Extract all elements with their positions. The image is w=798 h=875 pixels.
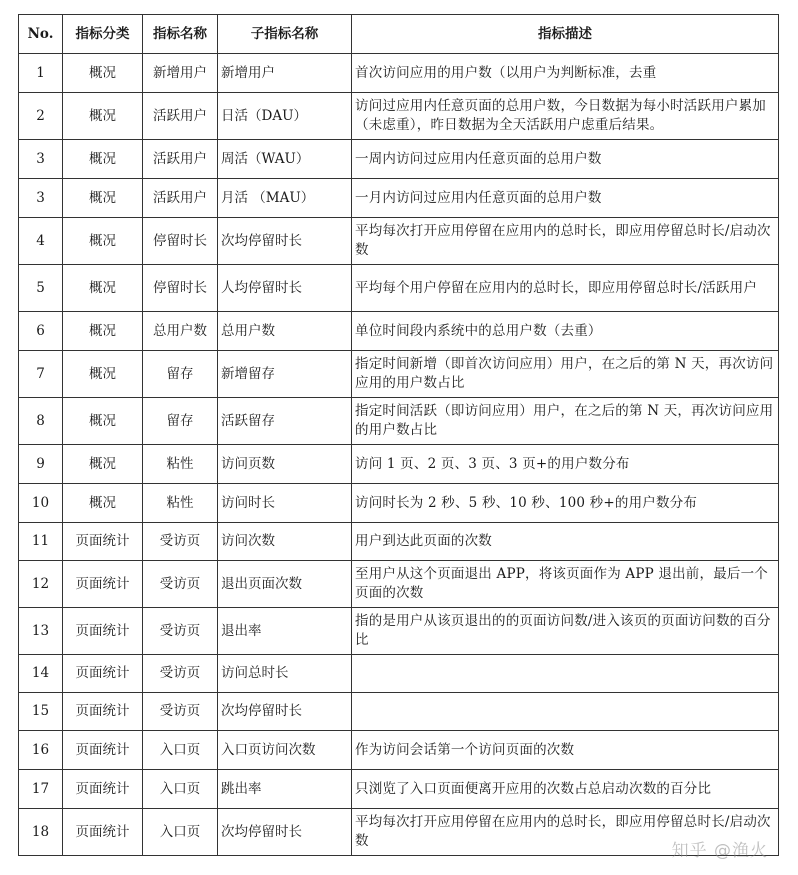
cell-category: 页面统计 (63, 731, 143, 770)
cell-no: 17 (19, 770, 63, 809)
cell-no: 16 (19, 731, 63, 770)
cell-name: 受访页 (143, 561, 218, 608)
cell-category: 概况 (63, 54, 143, 93)
cell-category: 页面统计 (63, 693, 143, 731)
cell-sub-name: 人均停留时长 (218, 265, 352, 312)
header-sub-name: 子指标名称 (218, 15, 352, 54)
cell-no: 15 (19, 693, 63, 731)
cell-description: 至用户从这个页面退出 APP，将该页面作为 APP 退出前，最后一个页面的次数 (352, 561, 779, 608)
cell-sub-name: 次均停留时长 (218, 218, 352, 265)
cell-sub-name: 访问次数 (218, 523, 352, 561)
cell-category: 概况 (63, 484, 143, 523)
cell-sub-name: 退出率 (218, 608, 352, 655)
cell-sub-name: 新增留存 (218, 351, 352, 398)
cell-name: 受访页 (143, 693, 218, 731)
table-row (19, 312, 779, 351)
table-row (19, 265, 779, 312)
cell-category: 页面统计 (63, 655, 143, 693)
cell-no: 1 (19, 54, 63, 93)
cell-description: 指定时间活跃（即访问应用）用户，在之后的第 N 天，再次访问应用的用户数占比 (352, 398, 779, 445)
cell-sub-name: 周活（WAU） (218, 140, 352, 179)
table-row (19, 655, 779, 693)
cell-sub-name: 退出页面次数 (218, 561, 352, 608)
metrics-table (18, 14, 779, 856)
cell-name: 留存 (143, 351, 218, 398)
header-no: No. (19, 15, 63, 54)
table-row (19, 770, 779, 809)
cell-description (352, 693, 779, 731)
cell-no: 12 (19, 561, 63, 608)
cell-name: 活跃用户 (143, 140, 218, 179)
table-row (19, 218, 779, 265)
cell-category: 页面统计 (63, 523, 143, 561)
cell-sub-name: 访问时长 (218, 484, 352, 523)
cell-description: 用户到达此页面的次数 (352, 523, 779, 561)
header-category: 指标分类 (63, 15, 143, 54)
table-body (19, 54, 779, 856)
cell-no: 3 (19, 140, 63, 179)
table-row (19, 445, 779, 484)
cell-no: 2 (19, 93, 63, 140)
cell-category: 页面统计 (63, 770, 143, 809)
cell-description: 访问时长为 2 秒、5 秒、10 秒、100 秒+的用户数分布 (352, 484, 779, 523)
table-row (19, 351, 779, 398)
cell-name: 粘性 (143, 484, 218, 523)
cell-description: 作为访问会话第一个访问页面的次数 (352, 731, 779, 770)
cell-description: 单位时间段内系统中的总用户数（去重） (352, 312, 779, 351)
cell-category: 概况 (63, 398, 143, 445)
cell-sub-name: 活跃留存 (218, 398, 352, 445)
cell-sub-name: 新增用户 (218, 54, 352, 93)
cell-description: 访问过应用内任意页面的总用户数，今日数据为每小时活跃用户累加（未虑重），昨日数据为全天活跃用户虑重后结果。 (352, 93, 779, 140)
cell-description: 只浏览了入口页面便离开应用的次数占总启动次数的百分比 (352, 770, 779, 809)
cell-name: 留存 (143, 398, 218, 445)
cell-description: 一周内访问过应用内任意页面的总用户数 (352, 140, 779, 179)
cell-name: 新增用户 (143, 54, 218, 93)
cell-no: 14 (19, 655, 63, 693)
cell-no: 13 (19, 608, 63, 655)
cell-sub-name: 访问页数 (218, 445, 352, 484)
cell-no: 7 (19, 351, 63, 398)
cell-category: 概况 (63, 218, 143, 265)
table-row (19, 398, 779, 445)
cell-name: 入口页 (143, 809, 218, 856)
table-row (19, 731, 779, 770)
cell-name: 活跃用户 (143, 179, 218, 218)
cell-sub-name: 日活（DAU） (218, 93, 352, 140)
watermark: 知乎 @渔火 (671, 841, 768, 861)
table-row (19, 809, 779, 856)
cell-sub-name: 月活 （MAU） (218, 179, 352, 218)
table-row (19, 484, 779, 523)
cell-category: 概况 (63, 179, 143, 218)
cell-name: 停留时长 (143, 218, 218, 265)
cell-sub-name: 次均停留时长 (218, 693, 352, 731)
cell-no: 3 (19, 179, 63, 218)
cell-name: 受访页 (143, 655, 218, 693)
cell-category: 概况 (63, 351, 143, 398)
cell-sub-name: 入口页访问次数 (218, 731, 352, 770)
header-name: 指标名称 (143, 15, 218, 54)
cell-sub-name: 总用户数 (218, 312, 352, 351)
table-row (19, 693, 779, 731)
cell-no: 11 (19, 523, 63, 561)
cell-description (352, 655, 779, 693)
cell-name: 受访页 (143, 523, 218, 561)
cell-description: 访问 1 页、2 页、3 页、3 页+的用户数分布 (352, 445, 779, 484)
cell-name: 受访页 (143, 608, 218, 655)
cell-sub-name: 跳出率 (218, 770, 352, 809)
cell-category: 页面统计 (63, 608, 143, 655)
table-row (19, 54, 779, 93)
cell-sub-name: 访问总时长 (218, 655, 352, 693)
cell-no: 10 (19, 484, 63, 523)
cell-category: 概况 (63, 140, 143, 179)
metrics-table-container (18, 14, 778, 856)
cell-no: 5 (19, 265, 63, 312)
cell-no: 18 (19, 809, 63, 856)
cell-name: 停留时长 (143, 265, 218, 312)
cell-category: 概况 (63, 93, 143, 140)
cell-description: 平均每次打开应用停留在应用内的总时长，即应用停留总时长/启动次数 (352, 809, 779, 856)
cell-description: 平均每个用户停留在应用内的总时长，即应用停留总时长/活跃用户 (352, 265, 779, 312)
cell-category: 页面统计 (63, 809, 143, 856)
cell-description: 指定时间新增（即首次访问应用）用户，在之后的第 N 天，再次访问应用的用户数占比 (352, 351, 779, 398)
cell-name: 粘性 (143, 445, 218, 484)
cell-category: 概况 (63, 445, 143, 484)
cell-sub-name: 次均停留时长 (218, 809, 352, 856)
cell-description: 平均每次打开应用停留在应用内的总时长，即应用停留总时长/启动次数 (352, 218, 779, 265)
cell-name: 入口页 (143, 770, 218, 809)
table-row (19, 608, 779, 655)
cell-category: 页面统计 (63, 561, 143, 608)
cell-name: 入口页 (143, 731, 218, 770)
cell-description: 指的是用户从该页退出的的页面访问数/进入该页的页面访问数的百分比 (352, 608, 779, 655)
table-row (19, 561, 779, 608)
header-description: 指标描述 (352, 15, 779, 54)
cell-no: 4 (19, 218, 63, 265)
cell-name: 总用户数 (143, 312, 218, 351)
table-row (19, 140, 779, 179)
table-row (19, 523, 779, 561)
cell-description: 一月内访问过应用内任意页面的总用户数 (352, 179, 779, 218)
cell-name: 活跃用户 (143, 93, 218, 140)
cell-no: 9 (19, 445, 63, 484)
table-header-row (19, 15, 779, 54)
cell-no: 8 (19, 398, 63, 445)
cell-no: 6 (19, 312, 63, 351)
cell-category: 概况 (63, 312, 143, 351)
cell-description: 首次访问应用的用户数（以用户为判断标准，去重 (352, 54, 779, 93)
cell-category: 概况 (63, 265, 143, 312)
table-row (19, 93, 779, 140)
table-row (19, 179, 779, 218)
